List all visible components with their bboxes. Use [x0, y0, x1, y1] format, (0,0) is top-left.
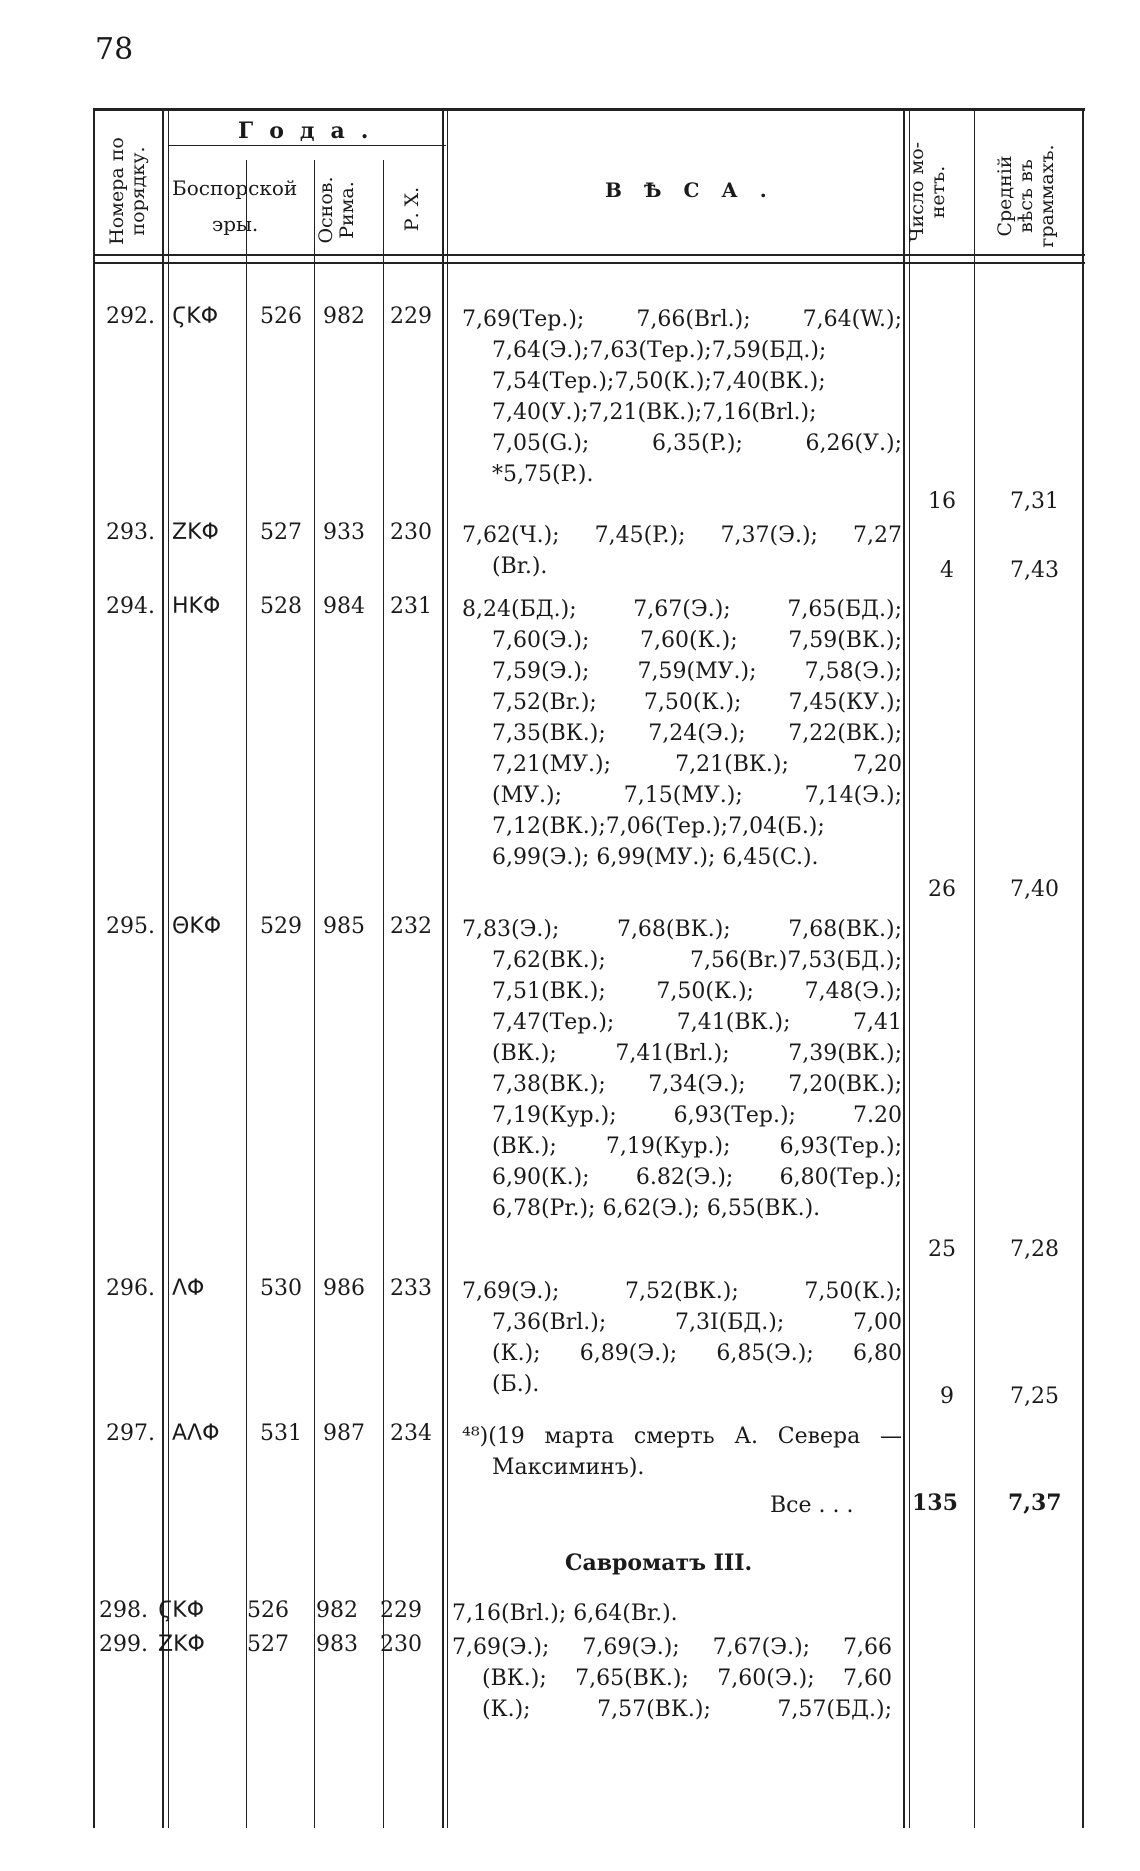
- row-rome-year: 983: [316, 1632, 358, 1657]
- row-number: 299.: [99, 1632, 148, 1657]
- row-weights: 7,83(Э.); 7,68(ВК.); 7,68(ВК.); 7,62(ВК.); 7,56(Br.)7,53(БД.); 7,51(ВК.); 7,50(К.); 7,48(Э.); 7,47(Тер.); 7,41(ВК.); 7,41 (ВК.); 7,41(Brl.); 7,39(ВК.); 7,38(ВК.); 7,34(Э.); 7,20(ВК.); 7,19(Кур.); 6,93(Тер.); 7.20 (ВК.); 7,19(Кур.); 6,93(Тер.); 6,90(К.); 6.82(Э.); 6,80(Тер.); 6,78(Pr.); 6,62(Э.); 6,55(ВК.).: [462, 917, 902, 1221]
- row-era-letters: ΗΚΦ: [172, 594, 221, 619]
- row-bospor-year: 531: [260, 1421, 302, 1446]
- row-average: 7,25: [1010, 1384, 1059, 1409]
- row-weights: 7,69(Тер.); 7,66(Brl.); 7,64(W.); 7,64(Э.);7,63(Тер.);7,59(БД.); 7,54(Тер.);7,50(К.);7,40(ВК.); 7,40(У.);7,21(ВК.);7,16(Brl.); 7,05(G.); 6,35(P.); 6,26(У.); *5,75(P.).: [462, 307, 902, 487]
- total-average: 7,37: [1008, 1490, 1062, 1516]
- row-count: 25: [928, 1237, 956, 1262]
- row-era-letters: ΑΛΦ: [172, 1421, 220, 1446]
- row-number: 293.: [106, 520, 155, 545]
- row-weights: ⁴⁸)(19 марта смерть А. Севера — Максиминъ).: [462, 1424, 902, 1480]
- row-bospor-year: 529: [260, 914, 302, 939]
- row-weights: 7,69(Э.); 7,69(Э.); 7,67(Э.); 7,66 (ВК.); 7,65(ВК.); 7,60(Э.); 7,60 (К.); 7,57(ВК.); 7,57(БД.);: [452, 1635, 892, 1722]
- row-count: 16: [928, 489, 956, 514]
- row-number: 295.: [106, 914, 155, 939]
- row-number: 297.: [106, 1421, 155, 1446]
- row-weights: 7,69(Э.); 7,52(ВК.); 7,50(К.); 7,36(Brl.); 7,3I(БД.); 7,00 (К.); 6,89(Э.); 6,85(Э.); 6,80 (Б.).: [462, 1279, 902, 1397]
- row-ad-year: 229: [380, 1598, 422, 1623]
- row-ad-year: 231: [390, 594, 432, 619]
- row-era-letters: ΛΦ: [172, 1276, 205, 1301]
- row-bospor-year: 527: [247, 1632, 289, 1657]
- row-weights: 7,16(Brl.); 6,64(Br.).: [452, 1601, 678, 1626]
- row-bospor-year: 528: [260, 594, 302, 619]
- row-ad-year: 232: [390, 914, 432, 939]
- row-ad-year: 230: [380, 1632, 422, 1657]
- row-rome-year: 986: [323, 1276, 365, 1301]
- row-rome-year: 982: [323, 304, 365, 329]
- row-rome-year: 982: [316, 1598, 358, 1623]
- row-count: 26: [928, 877, 956, 902]
- header-order-number: Номера по порядку.: [106, 137, 149, 245]
- row-number: 294.: [106, 594, 155, 619]
- row-number: 292.: [106, 304, 155, 329]
- header-bosporskoi: Боспорской: [172, 176, 298, 200]
- row-rome-year: 985: [323, 914, 365, 939]
- total-label: Все . . .: [770, 1493, 854, 1518]
- row-era-letters: ΘΚΦ: [172, 914, 222, 939]
- row-bospor-year: 526: [247, 1598, 289, 1623]
- row-weights: 7,62(Ч.); 7,45(P.); 7,37(Э.); 7,27 (Br.).: [462, 523, 902, 579]
- row-number: 296.: [106, 1276, 155, 1301]
- total-count: 135: [912, 1490, 958, 1516]
- row-count: 9: [940, 1384, 954, 1409]
- header-vesa: ВѢСА.: [605, 178, 789, 202]
- header-srednii: Средній вѣсъ въ граммахъ.: [994, 144, 1058, 248]
- row-average: 7,28: [1010, 1237, 1059, 1262]
- row-ad-year: 233: [390, 1276, 432, 1301]
- header-chislo: Число мо- нетъ.: [906, 141, 949, 243]
- header-ery: эры.: [212, 212, 259, 236]
- row-average: 7,43: [1010, 558, 1059, 583]
- row-era-letters: ΖΚΦ: [172, 520, 219, 545]
- header-rx: Р. Х.: [401, 186, 423, 232]
- row-average: 7,40: [1010, 877, 1059, 902]
- row-average: 7,31: [1010, 489, 1059, 514]
- row-bospor-year: 526: [260, 304, 302, 329]
- row-rome-year: 933: [323, 520, 365, 545]
- row-bospor-year: 527: [260, 520, 302, 545]
- header-osnov-rima: Основ. Рима.: [315, 176, 358, 244]
- row-rome-year: 987: [323, 1421, 365, 1446]
- page-number: 78: [95, 32, 134, 67]
- row-bospor-year: 530: [260, 1276, 302, 1301]
- row-rome-year: 984: [323, 594, 365, 619]
- row-count: 4: [940, 558, 954, 583]
- row-ad-year: 230: [390, 520, 432, 545]
- header-goda: Года.: [238, 118, 385, 144]
- row-ad-year: 229: [390, 304, 432, 329]
- row-era-letters: ϚΚΦ: [158, 1598, 205, 1623]
- row-weights: 8,24(БД.); 7,67(Э.); 7,65(БД.); 7,60(Э.); 7,60(К.); 7,59(ВК.); 7,59(Э.); 7,59(МУ.); 7,58(Э.); 7,52(Br.); 7,50(К.); 7,45(КУ.); 7,35(ВК.); 7,24(Э.); 7,22(ВК.); 7,21(МУ.); 7,21(ВК.); 7,20 (МУ.); 7,15(МУ.); 7,14(Э.); 7,12(ВК.);7,06(Тер.);7,04(Б.); 6,99(Э.); 6,99(МУ.); 6,45(C.).: [462, 597, 902, 870]
- row-ad-year: 234: [390, 1421, 432, 1446]
- row-era-letters: ΖΚΦ: [158, 1632, 205, 1657]
- section-title: Савроматъ III.: [565, 1550, 753, 1576]
- row-number: 298.: [99, 1598, 148, 1623]
- row-era-letters: ϚΚΦ: [172, 304, 219, 329]
